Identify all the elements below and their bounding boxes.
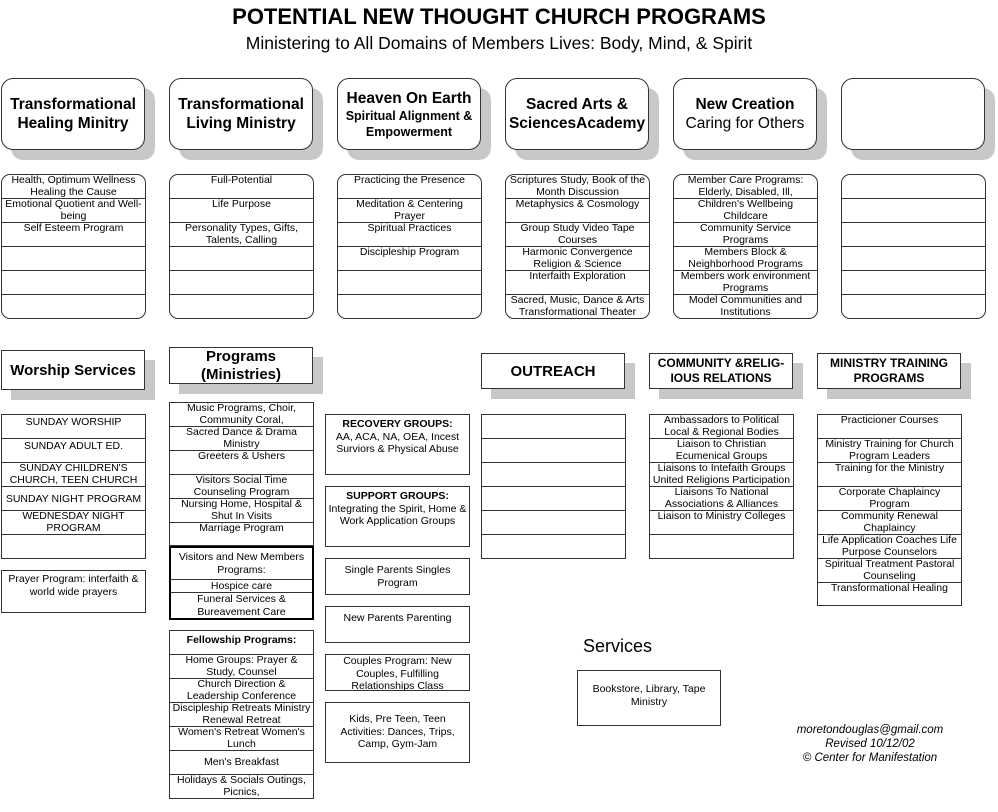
list-item: Visitors Social Time Counseling Program — [170, 475, 313, 499]
header-healing: Transformational Healing Minitry — [1, 78, 145, 150]
list-sacred-arts — [505, 174, 650, 319]
list-item: Model Communities and Institutions — [688, 295, 803, 318]
list-item: Life Purpose — [170, 199, 313, 223]
list-item: Harmonic Convergence Religion & Science — [506, 247, 649, 271]
list-item: Discipleship Program — [338, 247, 481, 271]
recovery-groups-box: RECOVERY GROUPS: AA, ACA, NA, OEA, Incest Surviors & Physical Abuse — [325, 414, 470, 475]
community-list — [649, 414, 794, 559]
list-item — [842, 223, 985, 247]
list-item: SUNDAY WORSHIP — [2, 415, 145, 439]
list-item: Women's Retreat Women's Lunch — [170, 727, 313, 751]
list-item: Home Groups: Prayer & Study, Counsel — [170, 655, 313, 679]
footer-revised: Revised 10/12/02 — [825, 738, 915, 750]
prayer-program-box: Prayer Program: interfaith & world wide prayers — [1, 570, 146, 613]
list-item: Funeral Services & Bureavement Care — [171, 592, 312, 618]
list-item: Ministry Training for Church Program Leaders — [818, 439, 961, 463]
list-item: Liaisons to Intefaith Groups United Religions Participation — [650, 463, 793, 487]
list-item: Practicioner Courses — [818, 415, 961, 439]
worship-list — [1, 414, 146, 559]
list-item: Liaison to Ministry Colleges — [650, 511, 793, 535]
list-item — [2, 271, 145, 295]
list-item: Spiritual Treatment Pastoral Counseling — [818, 559, 961, 583]
training-header: MINISTRY TRAINING PROGRAMS — [817, 353, 961, 389]
list-item: Liaison to Christian Ecumenical Groups — [650, 439, 793, 463]
kids-activities-box: Kids, Pre Teen, Teen Activities: Dances, Trips, Camp, Gym-Jam — [325, 702, 470, 763]
list-item: Community Service Programs — [674, 223, 817, 247]
list-empty — [841, 174, 986, 319]
list-item: Ambassadors to Political Local & Regional Bodies — [650, 415, 793, 439]
list-item — [338, 295, 481, 319]
list-item: Member Care Programs: Elderly, Disabled, Ill, — [674, 175, 817, 199]
list-item — [170, 271, 313, 295]
list-item — [2, 535, 145, 559]
list-item: Emotional Quotient and Well-being — [2, 199, 145, 223]
list-item — [170, 295, 313, 319]
list-item: Discipleship Retreats Ministry Renewal Retreat — [170, 703, 313, 727]
worship-header: Worship Services — [1, 350, 145, 390]
list-item — [842, 295, 985, 319]
list-item — [482, 511, 625, 535]
list-item: Health, Optimum Wellness Healing the Cause — [2, 175, 145, 199]
header-sacred-arts: Sacred Arts & SciencesAcademy — [505, 78, 649, 150]
list-item — [338, 271, 481, 295]
list-item: Metaphysics & Cosmology — [506, 199, 649, 223]
list-item — [482, 535, 625, 559]
list-item — [842, 175, 985, 199]
list-item — [2, 295, 145, 319]
list-item: Children's Wellbeing Childcare — [674, 199, 817, 223]
list-item: Liaisons To National Associations & Alliances — [650, 487, 793, 511]
list-item: Interfaith Exploration — [506, 271, 649, 295]
list-item: Full-Potential — [170, 175, 313, 199]
list-item: Personality Types, Gifts, Talents, Calling — [170, 223, 313, 247]
list-item: Corporate Chaplaincy Program — [818, 487, 961, 511]
list-item: Sacred, Music, Dance & Arts Transformational Theater — [510, 295, 645, 318]
support-groups-box: SUPPORT GROUPS: Integrating the Spirit, Home & Work Application Groups — [325, 486, 470, 547]
list-item — [842, 247, 985, 271]
outreach-list — [481, 414, 626, 559]
list-item — [2, 247, 145, 271]
list-item: Members work environment Programs — [674, 271, 817, 295]
training-list — [817, 414, 962, 606]
programs-header: Programs (Ministries) — [169, 347, 313, 384]
programs-list — [169, 402, 314, 546]
list-item — [842, 199, 985, 223]
list-item: Nursing Home, Hospital & Shut In Visits — [170, 499, 313, 523]
community-header: COMMUNITY &RELIG-IOUS RELATIONS — [649, 353, 793, 389]
list-item: Holidays & Socials Outings, Picnics, — [177, 775, 306, 798]
list-item: Church Direction & Leadership Conference — [170, 679, 313, 703]
list-living — [169, 174, 314, 319]
list-item — [482, 463, 625, 487]
single-parents-box: Single Parents Singles Program — [325, 558, 470, 595]
list-item — [842, 271, 985, 295]
page-title: POTENTIAL NEW THOUGHT CHURCH PROGRAMS — [232, 4, 766, 29]
footer — [770, 723, 970, 765]
list-item: WEDNESDAY NIGHT PROGRAM — [2, 511, 145, 535]
list-item: Meditation & Centering Prayer — [338, 199, 481, 223]
list-item — [170, 247, 313, 271]
list-item: Community Renewal Chaplaincy — [818, 511, 961, 535]
list-item: Self Esteem Program — [2, 223, 145, 247]
header-living: Transformational Living Ministry — [169, 78, 313, 150]
list-item: Transformational Healing — [831, 583, 948, 594]
footer-email[interactable]: moretondouglas@gmail.com — [796, 724, 944, 736]
list-heaven-on-earth — [337, 174, 482, 319]
services-label: Services — [583, 636, 653, 656]
fellowship-box — [169, 630, 314, 799]
list-healing — [1, 174, 146, 319]
list-item: Sacred Dance & Drama Ministry — [170, 427, 313, 451]
list-item: SUNDAY CHILDREN'S CHURCH, TEEN CHURCH — [2, 463, 145, 487]
list-item — [482, 487, 625, 511]
list-item: Marriage Program — [199, 523, 284, 534]
header-empty — [841, 78, 985, 150]
couples-program-box: Couples Program: New Couples, Fulfilling Relationships Class — [325, 654, 470, 691]
list-item: Scriptures Study, Book of the Month Discussion — [506, 175, 649, 199]
list-item — [482, 439, 625, 463]
visitors-programs-box — [169, 546, 314, 620]
header-heaven-on-earth: Heaven On Earth Spiritual Alignment & Empowerment — [337, 78, 481, 150]
outreach-header: OUTREACH — [481, 353, 625, 389]
list-item: Men's Breakfast — [170, 751, 313, 775]
footer-copyright: © Center for Manifestation — [802, 752, 938, 764]
list-item — [650, 535, 793, 559]
services-box: Bookstore, Library, Tape Ministry — [577, 670, 721, 726]
list-item: Hospice care — [210, 580, 273, 592]
visitors-programs-title: Visitors and New Members Programs: — [171, 548, 312, 580]
list-item: Practicing the Presence — [338, 175, 481, 199]
list-item: Members Block & Neighborhood Programs — [674, 247, 817, 271]
list-item: SUNDAY ADULT ED. — [2, 439, 145, 463]
page-subtitle: Ministering to All Domains of Members Lives: Body, Mind, & Spirit — [245, 33, 753, 53]
list-item: SUNDAY NIGHT PROGRAM — [2, 487, 145, 511]
header-new-creation: New Creation Caring for Others — [673, 78, 817, 150]
list-item — [482, 415, 625, 439]
list-item: Spiritual Practices — [338, 223, 481, 247]
list-item: Music Programs, Choir, Community Coral, — [170, 403, 313, 427]
list-new-creation — [673, 174, 818, 319]
list-item: Greeters & Ushers — [170, 451, 313, 475]
list-item: Training for the Ministry — [818, 463, 961, 487]
new-parents-box: New Parents Parenting — [325, 606, 470, 643]
list-item: Group Study Video Tape Courses — [506, 223, 649, 247]
fellowship-title: Fellowship Programs: — [170, 631, 313, 655]
list-item: Life Application Coaches Life Purpose Counselors — [818, 535, 961, 559]
